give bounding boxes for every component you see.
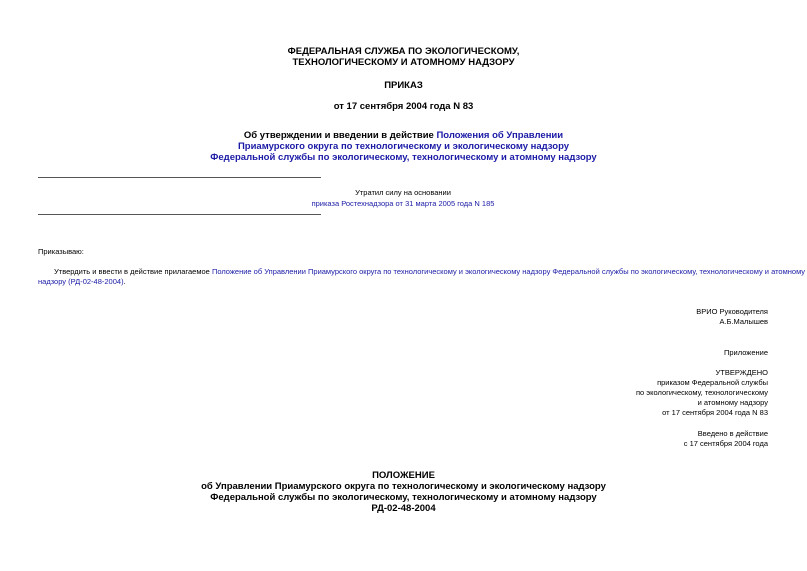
subject-link-part1[interactable]: Положения об Управлении — [436, 130, 564, 141]
status-link-row — [300, 199, 506, 209]
approved-line4: от 17 сентября 2004 года N 83 — [662, 408, 768, 417]
approved-label: УТВЕРЖДЕНО — [715, 368, 768, 377]
order-word: Приказываю: — [38, 247, 84, 256]
subject-link-part3[interactable]: Федеральной службы по экологическому, технологическому и атомному надзору — [210, 152, 597, 163]
divider-top — [38, 177, 321, 178]
signer-position: ВРИО Руководителя — [696, 307, 768, 316]
regulation-line1: об Управлении Приамурского округа по технологическому и экологическому надзору — [201, 481, 606, 492]
approved-line3: и атомному надзору — [697, 398, 768, 407]
order-paragraph-suffix: . — [123, 277, 126, 286]
subject-line3 — [0, 152, 807, 163]
divider-bottom — [38, 214, 321, 215]
document-date-number: от 17 сентября 2004 года N 83 — [333, 101, 474, 112]
regulation-link-part2[interactable]: надзору (РД-02-48-2004) — [38, 277, 124, 286]
effective-line1: Введено в действие — [697, 429, 768, 438]
regulation-link-part1[interactable]: Положение об Управлении Приамурского округа по технологическому и экологическому надзору Федеральной службы по экологическому, технологическому и атомному — [211, 267, 806, 276]
order-paragraph-line1 — [54, 267, 806, 277]
signer-name: А.Б.Малышев — [719, 317, 768, 326]
agency-name-line1: ФЕДЕРАЛЬНАЯ СЛУЖБА ПО ЭКОЛОГИЧЕСКОМУ, — [287, 46, 520, 57]
status-text: Утратил силу на основании — [355, 188, 451, 197]
repeal-order-link[interactable]: приказа Ростехнадзора от 31 марта 2005 года N 185 — [311, 199, 495, 208]
subject-line2 — [0, 141, 807, 152]
regulation-title: ПОЛОЖЕНИЕ — [372, 470, 435, 481]
regulation-line2: Федеральной службы по экологическому, технологическому и атомному надзору — [210, 492, 597, 503]
subject-prefix: Об утверждении и введении в действие — [243, 130, 437, 141]
approved-line1: приказом Федеральной службы — [657, 378, 768, 387]
appendix-label: Приложение — [724, 348, 768, 357]
effective-line2: с 17 сентября 2004 года — [683, 439, 768, 448]
order-paragraph-line2 — [38, 277, 126, 287]
regulation-code: РД-02-48-2004 — [371, 503, 436, 514]
approved-line2: по экологическому, технологическому — [635, 388, 768, 397]
subject-line1 — [0, 130, 807, 141]
document-type: ПРИКАЗ — [384, 80, 423, 91]
order-paragraph-prefix: Утвердить и ввести в действие прилагаемое — [54, 267, 212, 276]
agency-name-line2: ТЕХНОЛОГИЧЕСКОМУ И АТОМНОМУ НАДЗОРУ — [292, 57, 515, 68]
subject-link-part2[interactable]: Приамурского округа по технологическому и экологическому надзору — [237, 141, 570, 152]
